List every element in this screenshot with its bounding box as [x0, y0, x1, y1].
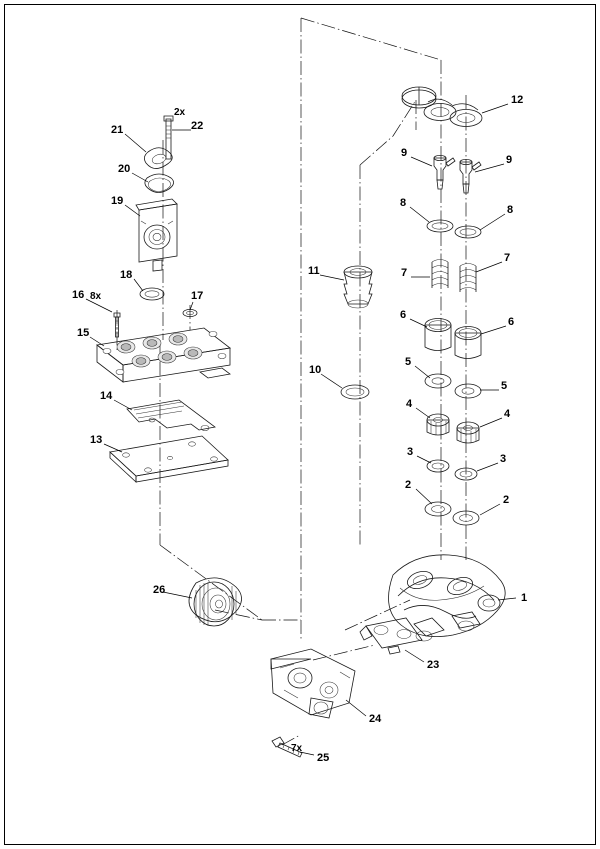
callout-9b: 9	[506, 154, 513, 166]
callout-3b: 3	[500, 453, 507, 465]
callout-10: 10	[309, 364, 322, 376]
part-24-pump-housing	[271, 649, 355, 718]
callout-22: 22	[191, 120, 204, 132]
part-11-stepped-plug	[344, 266, 372, 308]
callout-8b: 8	[507, 204, 514, 216]
callout-18: 18	[120, 269, 133, 281]
part-18-o-ring	[140, 288, 164, 300]
callout-23: 23	[427, 659, 440, 671]
part-5-washer-left	[425, 374, 451, 388]
callout-2b: 2	[503, 494, 510, 506]
part-22-long-bolt	[164, 116, 173, 159]
part-7-spring-right	[460, 264, 476, 293]
part-19-housing-block	[136, 199, 177, 271]
part-9-injector-left	[434, 155, 455, 189]
callout-1: 1	[521, 592, 528, 604]
callout-6b: 6	[508, 316, 515, 328]
part-23-gasket	[360, 618, 422, 654]
part-5-washer-right	[455, 384, 481, 398]
callout-12: 12	[511, 94, 524, 106]
part-2-seal-left	[425, 502, 451, 516]
part-10-o-ring	[341, 385, 369, 399]
callout-14: 14	[100, 390, 113, 402]
callout-5b: 5	[501, 380, 508, 392]
part-8-o-ring-right	[455, 226, 481, 238]
part-6-cup-left	[425, 319, 451, 351]
callout-3a: 3	[407, 446, 414, 458]
callout-20: 20	[118, 163, 131, 175]
part-4-seat-right	[457, 422, 479, 443]
callout-8a: 8	[400, 197, 407, 209]
callout-24: 24	[369, 713, 382, 725]
part-8-o-ring-left	[427, 220, 453, 232]
callout-19: 19	[111, 195, 124, 207]
part-26-pulley	[189, 578, 242, 626]
part-3-o-ring-left	[427, 460, 449, 472]
part-12-clamp-rings	[402, 87, 482, 127]
callout-7b: 7	[504, 252, 511, 264]
callout-16: 16	[72, 289, 85, 301]
part-6-cup-right	[455, 327, 481, 359]
callout-9a: 9	[401, 147, 408, 159]
callout-25: 25	[317, 752, 330, 764]
part-20-snap-ring	[145, 174, 174, 193]
quantity-7x: 7x	[291, 743, 303, 754]
callout-13: 13	[90, 434, 103, 446]
callout-17: 17	[191, 290, 204, 302]
part-21-oval-gasket	[144, 148, 172, 169]
callout-2a: 2	[405, 479, 412, 491]
callout-6a: 6	[400, 309, 407, 321]
quantity-8x: 8x	[90, 291, 102, 302]
callout-4a: 4	[406, 398, 413, 410]
callout-15: 15	[77, 327, 90, 339]
part-4-seat-left	[427, 414, 449, 435]
part-13-flat-plate	[110, 436, 228, 482]
part-7-spring-left	[432, 260, 448, 289]
part-14-bracket	[127, 400, 215, 431]
construction-axes	[117, 18, 466, 745]
part-9-injector-right	[460, 159, 481, 193]
quantity-2x: 2x	[174, 107, 186, 118]
callout-26: 26	[153, 584, 166, 596]
callout-7a: 7	[401, 267, 408, 279]
callout-4b: 4	[504, 408, 511, 420]
part-1-valve-body	[389, 555, 506, 641]
callout-11: 11	[308, 265, 320, 277]
callout-5a: 5	[405, 356, 412, 368]
callout-21: 21	[111, 124, 124, 136]
